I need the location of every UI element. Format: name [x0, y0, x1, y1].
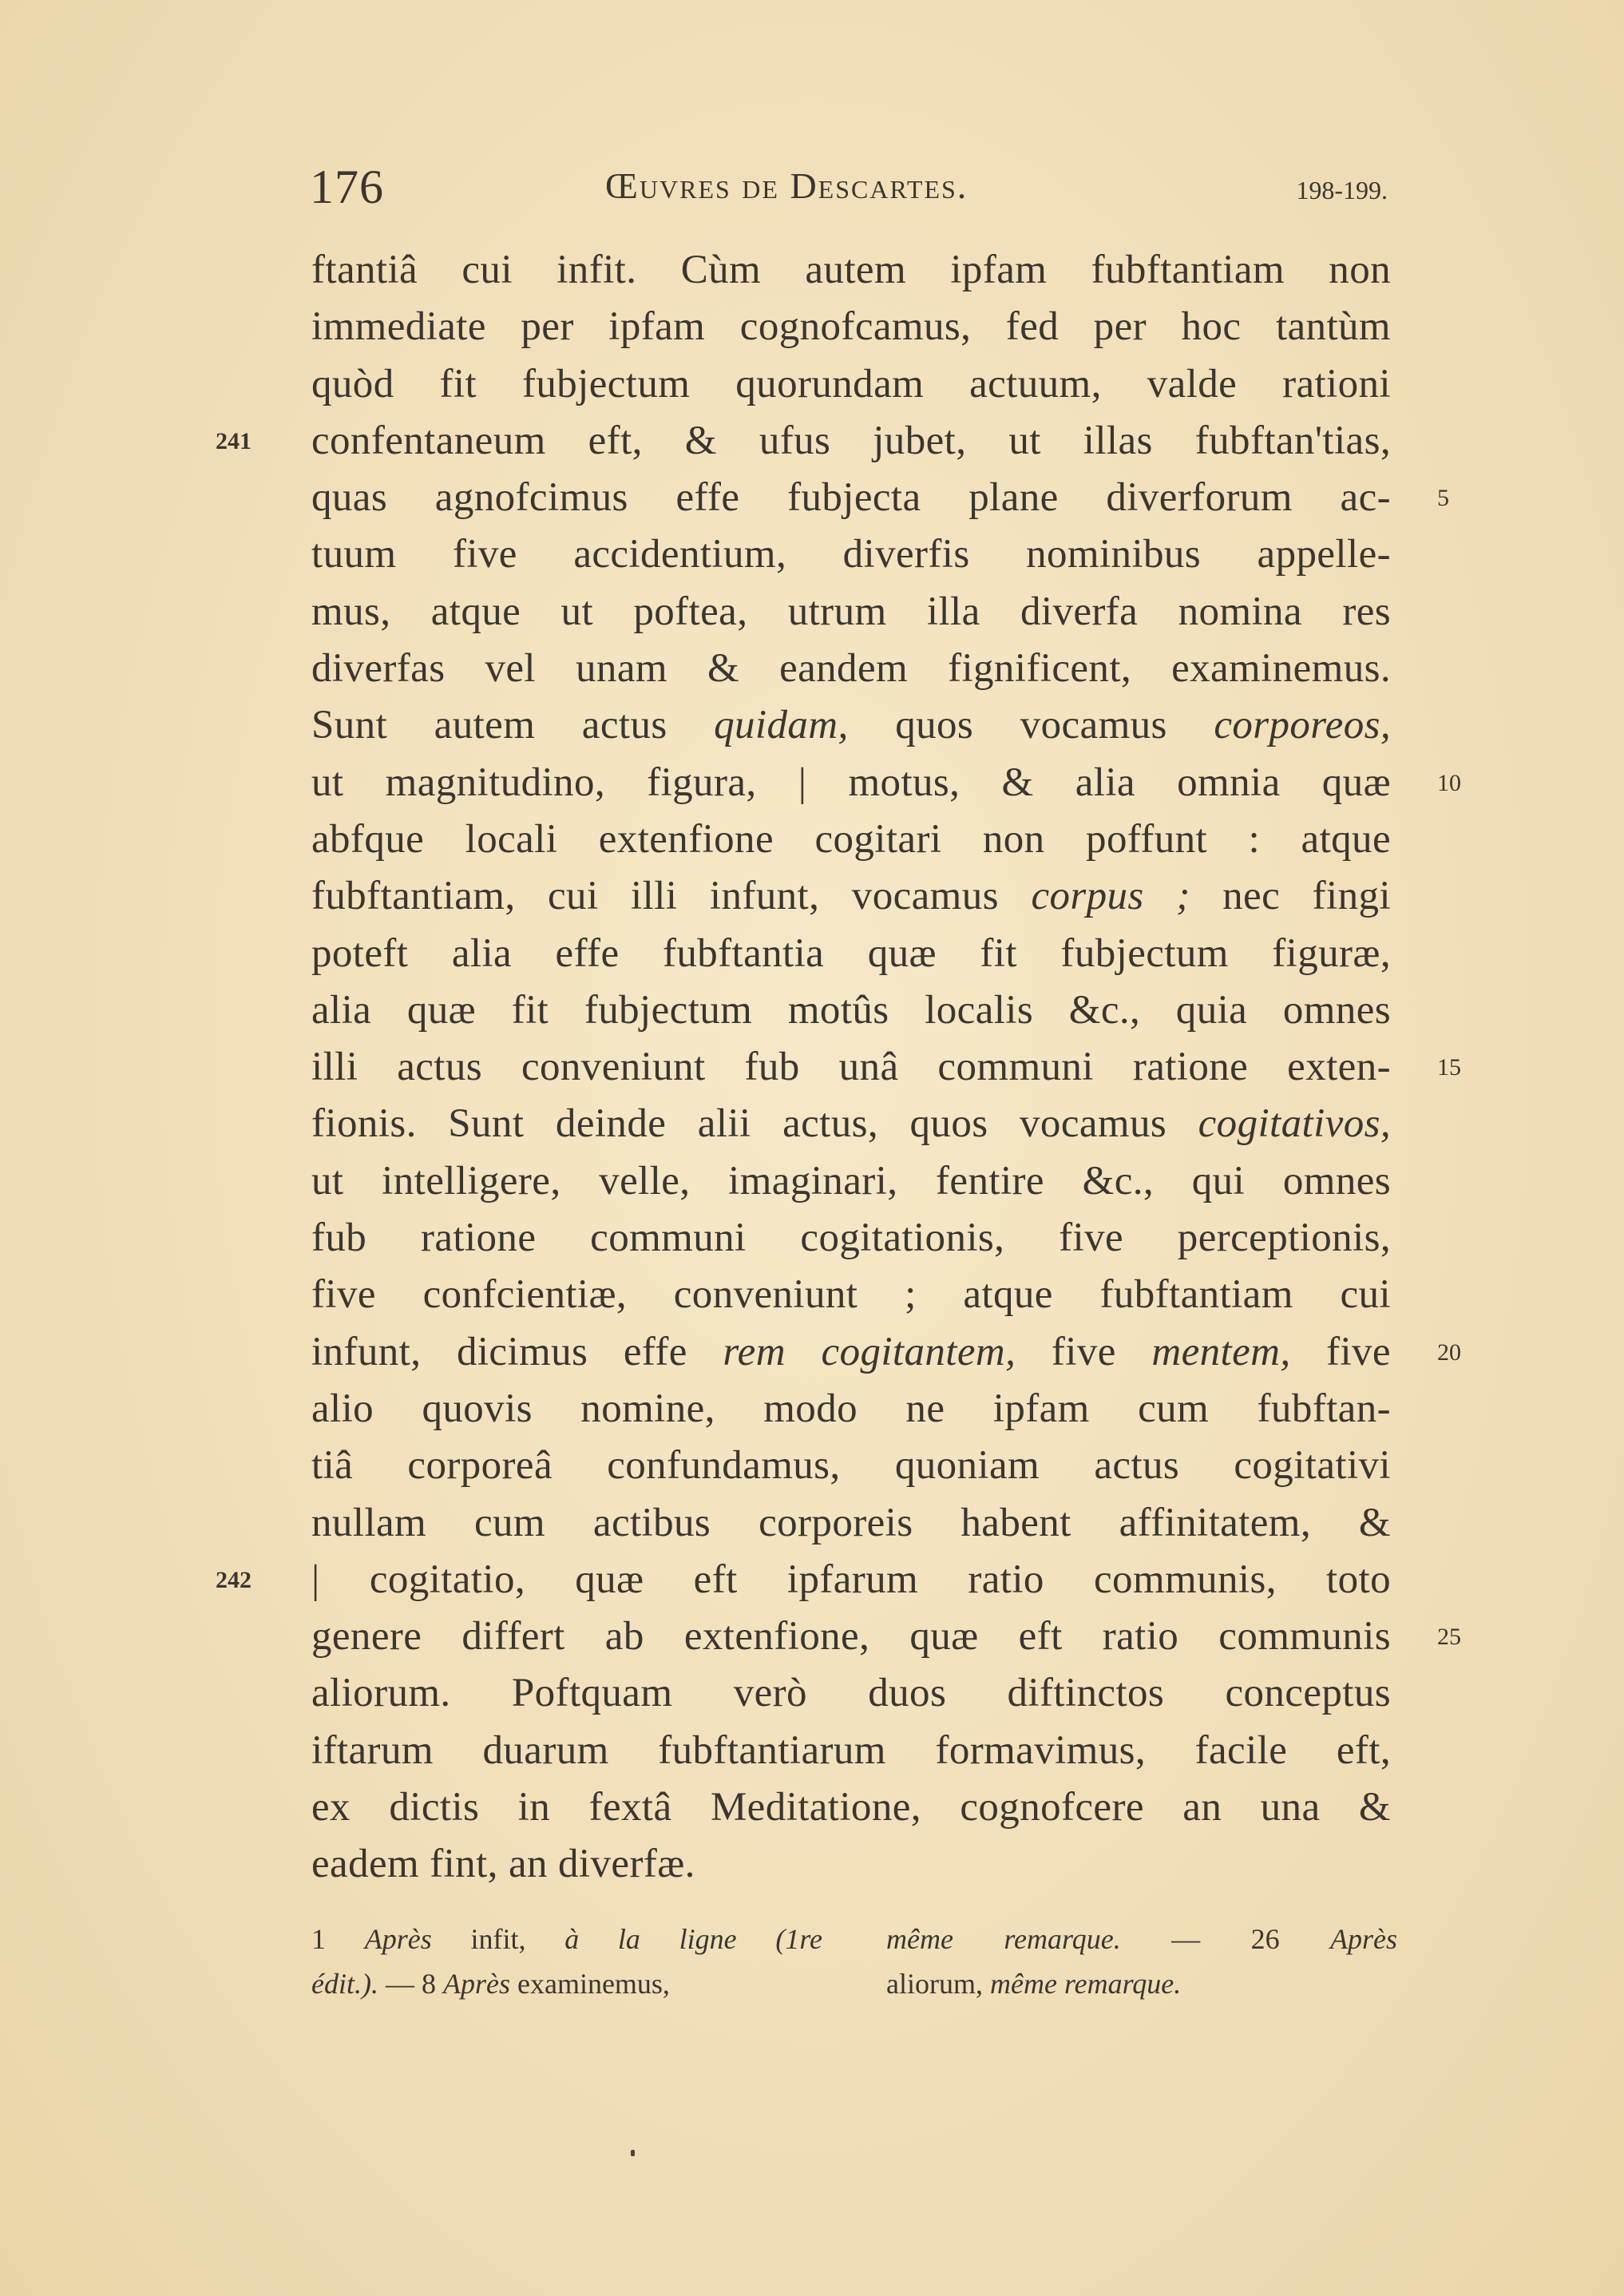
- text-line: [311, 1153, 1391, 1210]
- text-run: quòd fit fubjectum quorundam actuum, valde rationi: [311, 361, 1391, 406]
- text-line: [311, 1552, 1391, 1608]
- original-page-marker: 241: [216, 427, 252, 454]
- text-run: — 26: [1120, 1923, 1331, 1955]
- text-run: iftarum duarum fubftantiarum formavimus, facile eft,: [311, 1727, 1391, 1773]
- text-line: [311, 1608, 1391, 1665]
- page-header: [310, 160, 1389, 216]
- italic-text: édit.).: [311, 1968, 378, 2000]
- text-run: ftantiâ cui infit. Cùm autem ipfam fubftantiam non: [311, 248, 1391, 292]
- text-line: [311, 1324, 1391, 1381]
- text-run: genere differt ab extenfione, quæ eft ratio communis: [311, 1614, 1391, 1660]
- italic-text: mentem,: [1151, 1329, 1291, 1374]
- text-run: quos vocamus: [848, 703, 1214, 748]
- text-run: ex dictis in fextâ Meditatione, cognofcere an una &: [311, 1785, 1391, 1830]
- text-run: Sunt autem actus: [311, 703, 715, 748]
- text-line: [311, 640, 1391, 697]
- italic-text: même remarque.: [989, 1968, 1182, 2000]
- footnote-column-left: [311, 1917, 822, 2006]
- text-line: [311, 1779, 1391, 1836]
- line-number: 25: [1437, 1624, 1461, 1651]
- text-run: mus, atque ut poftea, utrum illa diverfa nomina res: [311, 589, 1391, 634]
- text-line: [311, 1267, 1391, 1323]
- text-line: [311, 1495, 1391, 1552]
- text-line: [311, 1210, 1391, 1267]
- text-run: fionis. Sunt deinde alii actus, quos vocamus: [311, 1101, 1198, 1147]
- text-run: illi actus conveniunt fub unâ communi ratione exten-: [311, 1045, 1391, 1090]
- text-run: alio quovis nomine, modo ne ipfam cum fubftan-: [311, 1386, 1391, 1431]
- text-run: five: [1016, 1329, 1152, 1374]
- text-line: [311, 811, 1391, 868]
- text-run: quas agnofcimus effe fubjecta plane diverforum ac-: [311, 475, 1391, 521]
- text-line: [311, 242, 1391, 299]
- text-line: [311, 526, 1391, 583]
- original-page-marker: 242: [216, 1566, 252, 1593]
- text-line: [311, 1381, 1391, 1437]
- text-run: ut intelligere, velle, imaginari, fentire &c., qui omnes: [311, 1158, 1391, 1204]
- text-run: immediate per ipfam cognofcamus, fed per hoc tantùm: [311, 304, 1391, 350]
- text-line: [311, 1723, 1391, 1779]
- text-line: [311, 1836, 1391, 1893]
- footnote-line: [886, 1961, 1397, 2006]
- text-line: [311, 697, 1391, 754]
- text-line: [311, 868, 1391, 925]
- text-line: [311, 1096, 1391, 1152]
- text-run: confentaneum eft, & ufus jubet, ut illas fubftan'tias,: [311, 418, 1391, 463]
- line-number: 15: [1437, 1054, 1461, 1081]
- running-title: Œuvres de Descartes.: [605, 165, 968, 206]
- text-line: [311, 1039, 1391, 1096]
- italic-text: corporeos,: [1214, 703, 1391, 748]
- italic-text: à la ligne (1re: [564, 1923, 823, 1955]
- line-number: 10: [1437, 769, 1461, 796]
- footnote-line: [311, 1917, 822, 1961]
- main-text: [311, 242, 1391, 1894]
- text-run: five: [1290, 1329, 1391, 1374]
- text-line: [311, 982, 1391, 1039]
- italic-text: Après: [1330, 1923, 1398, 1955]
- line-number: 20: [1437, 1338, 1461, 1366]
- text-run: eadem fint, an diverfæ.: [311, 1842, 695, 1887]
- text-run: tiâ corporeâ confundamus, quoniam actus cogitativi: [311, 1443, 1391, 1489]
- text-run: aliorum. Poftquam verò duos diftinctos conceptus: [311, 1671, 1391, 1716]
- text-run: aliorum,: [886, 1968, 990, 2000]
- text-run: five confcientiæ, conveniunt ; atque fubftantiam cui: [311, 1272, 1391, 1318]
- italic-text: Après: [364, 1923, 432, 1955]
- text-run: ut magnitudino, figura, | motus, & alia omnia quæ: [311, 759, 1391, 805]
- text-run: fub ratione communi cogitationis, five perceptionis,: [311, 1215, 1391, 1261]
- footnote-line: [311, 1961, 822, 2006]
- ink-speck: [631, 2150, 635, 2156]
- text-line: [311, 926, 1391, 982]
- text-run: abfque locali extenfione cogitari non poffunt : atque: [311, 816, 1391, 862]
- line-number: 5: [1437, 485, 1449, 512]
- italic-text: Après: [442, 1968, 510, 2000]
- text-run: 1: [311, 1923, 365, 1955]
- text-line: [311, 413, 1391, 470]
- text-run: nec fingi: [1190, 874, 1391, 919]
- footnote-line: [886, 1917, 1397, 1961]
- italic-text: corpus ;: [1031, 874, 1190, 919]
- text-run: nullam cum actibus corporeis habent affinitatem, &: [311, 1500, 1391, 1545]
- text-run: — 8: [378, 1968, 443, 2000]
- text-line: [311, 755, 1391, 811]
- text-line: [311, 584, 1391, 640]
- text-run: fubftantiam, cui illi infunt, vocamus: [311, 874, 1032, 919]
- text-line: [311, 356, 1391, 413]
- text-run: infunt, dicimus effe: [311, 1329, 723, 1374]
- italic-text: quidam,: [714, 703, 849, 748]
- text-run: | cogitatio, quæ eft ipfarum ratio communis, toto: [311, 1556, 1391, 1602]
- text-line: [311, 1437, 1391, 1494]
- text-line: [311, 1665, 1391, 1722]
- italic-text: cogitativos,: [1198, 1101, 1391, 1147]
- text-run: examinemus,: [509, 1968, 670, 2000]
- text-run: infit,: [431, 1923, 565, 1955]
- footnote-column-right: [886, 1917, 1397, 2006]
- italic-text: rem cogitantem,: [723, 1329, 1016, 1374]
- italic-text: même remarque.: [886, 1923, 1121, 1955]
- text-run: tuum five accidentium, diverfis nominibus appelle-: [311, 532, 1391, 577]
- text-line: [311, 299, 1391, 355]
- text-line: [311, 470, 1391, 526]
- page-number: 176: [310, 161, 384, 213]
- text-run: alia quæ fit fubjectum motûs localis &c., quia omnes: [311, 987, 1391, 1033]
- text-run: diverfas vel unam & eandem fignificent, examinemus.: [311, 646, 1391, 692]
- edition-page-range: 198-199.: [1296, 176, 1388, 204]
- text-run: poteft alia effe fubftantia quæ fit fubjectum figuræ,: [311, 930, 1391, 976]
